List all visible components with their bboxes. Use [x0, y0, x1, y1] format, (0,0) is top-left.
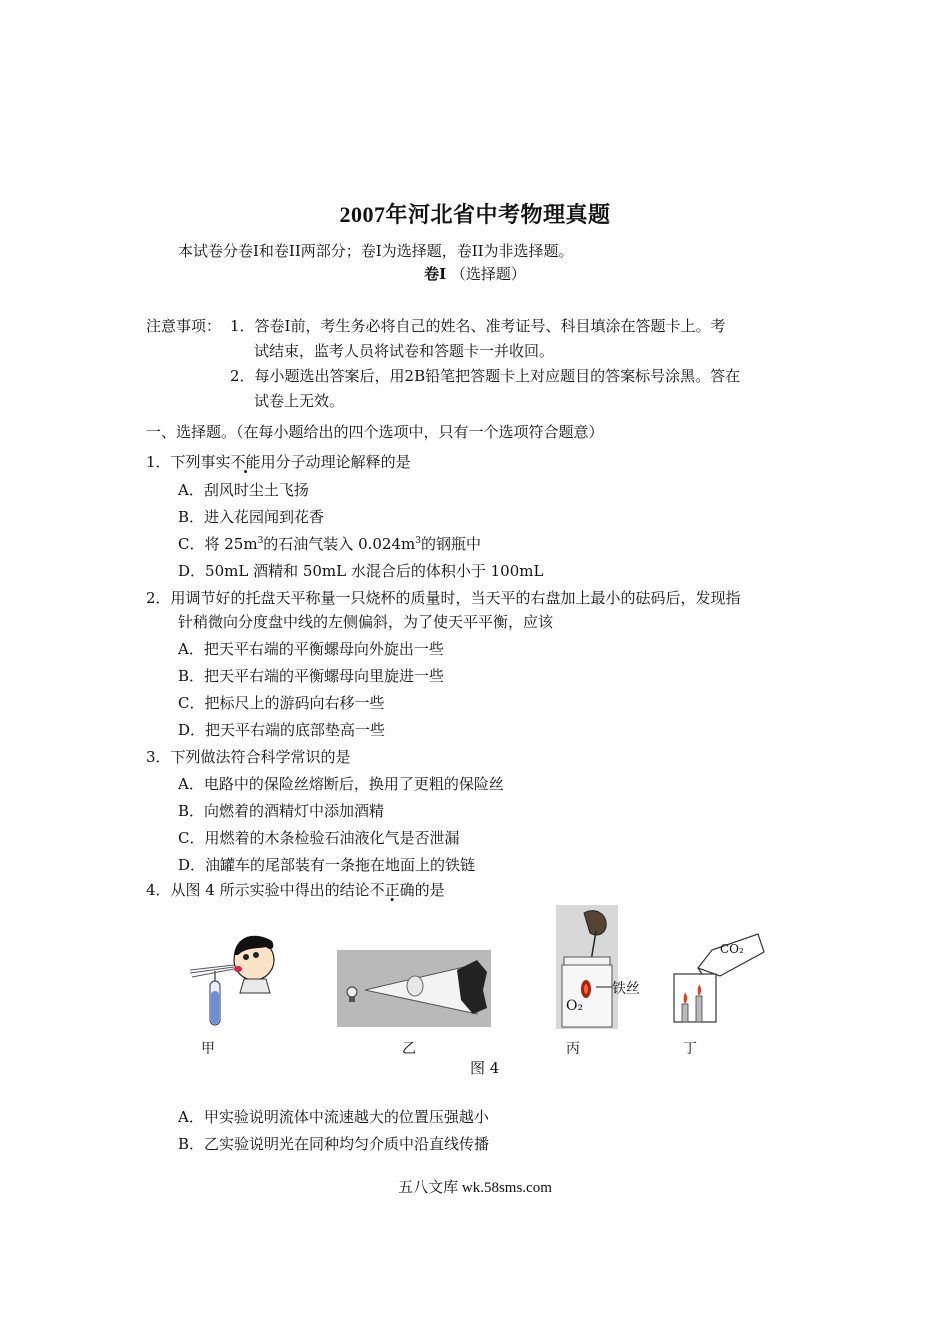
q4-option-a: A．甲实验说明流体中流速越大的位置压强越小 — [178, 1108, 489, 1126]
q4-stem-post: 的是 — [414, 881, 445, 899]
section-one-heading: 一、选择题。（在每小题给出的四个选项中，只有一个选项符合题意） — [146, 423, 604, 441]
q2-option-c: C．把标尺上的游码向右移一些 — [178, 694, 385, 712]
q2-option-b: B．把天平右端的平衡螺母向里旋进一些 — [178, 667, 445, 685]
q2-option-a: A．把天平右端的平衡螺母向外旋出一些 — [178, 640, 444, 658]
figure-label-yi: 乙 — [402, 1041, 416, 1057]
figure-caption: 图 4 — [470, 1059, 500, 1077]
figure-label-ding: 丁 — [683, 1041, 697, 1057]
q1-emphasis: 不能 — [230, 453, 261, 471]
question-3-stem: 3．下列做法符合科学常识的是 — [146, 748, 351, 766]
q1-c-sup1: 3 — [257, 536, 264, 546]
q1-c-post: 的钢瓶中 — [420, 535, 481, 553]
notice-label: 注意事项： — [146, 317, 222, 335]
co2-label: CO₂ — [720, 942, 744, 956]
notice-item1-line1: 1．答卷Ⅰ前，考生务必将自己的姓名、准考证号、科目填涂在答题卡上。考 — [230, 317, 726, 335]
notice-item2-line2: 试卷上无效。 — [254, 392, 345, 410]
notice-item2-line1: 2．每小题选出答案后，用2B铅笔把答题卡上对应题目的答案标号涂黑。答在 — [230, 367, 741, 385]
question-1-stem — [146, 451, 411, 472]
question-2-stem-line1: 2．用调节好的托盘天平称量一只烧杯的质量时，当天平的右盘加上最小的砝码后，发现指 — [146, 589, 741, 607]
volume-name: 卷Ⅰ — [424, 265, 447, 283]
question-4-stem — [146, 879, 445, 900]
q3-option-d: D．油罐车的尾部装有一条拖在地面上的铁链 — [178, 856, 476, 874]
iron-wire-label: 铁丝 — [612, 981, 640, 997]
q3-option-a: A．电路中的保险丝熔断后，换用了更粗的保险丝 — [178, 775, 504, 793]
notice-item1-line2: 试结束，监考人员将试卷和答题卡一并收回。 — [254, 342, 555, 360]
volume-heading — [0, 263, 950, 284]
q2-option-d: D．把天平右端的底部垫高一些 — [178, 721, 386, 739]
exam-intro: 本试卷分卷I和卷II两部分；卷I为选择题，卷II为非选择题。 — [178, 242, 574, 260]
figure-yi-light-experiment — [337, 950, 491, 1027]
figure-jia-blowing-experiment — [186, 925, 276, 1030]
q1-stem-post: 用分子动理论解释的是 — [260, 453, 411, 471]
figure-label-jia: 甲 — [201, 1041, 215, 1057]
q4-emphasis: 不正确 — [369, 881, 415, 899]
q1-option-b: B．进入花园闻到花香 — [178, 508, 325, 526]
q1-c-pre: C．将 25m — [178, 535, 258, 553]
volume-note: （选择题） — [450, 265, 526, 283]
question-2-stem-line2: 针稍微向分度盘中线的左侧偏斜，为了使天平平衡，应该 — [178, 613, 554, 631]
figure-label-bing: 丙 — [566, 1041, 580, 1057]
footer-watermark: 五八文库 wk.58sms.com — [398, 1180, 552, 1196]
q3-option-b: B．向燃着的酒精灯中添加酒精 — [178, 802, 385, 820]
q1-option-a: A．刮风时尘土飞扬 — [178, 481, 309, 499]
page-title: 2007年河北省中考物理真题 — [339, 202, 611, 227]
figure-ding-co2-experiment — [668, 930, 766, 1026]
q1-option-d: D．50mL 酒精和 50mL 水混合后的体积小于 100mL — [178, 562, 544, 580]
q4-option-b: B．乙实验说明光在同种均匀介质中沿直线传播 — [178, 1135, 490, 1153]
q1-c-sup2: 3 — [415, 536, 421, 546]
q3-option-c: C．用燃着的木条检验石油液化气是否泄漏 — [178, 829, 460, 847]
q1-c-mid: 的石油气装入 0.024m — [263, 535, 416, 553]
q4-stem-pre: 4．从图 4 所示实验中得出的结论 — [146, 881, 370, 899]
q1-option-c — [178, 533, 481, 554]
o2-label: O₂ — [566, 998, 584, 1014]
q1-stem-pre: 1．下列事实 — [146, 453, 231, 471]
